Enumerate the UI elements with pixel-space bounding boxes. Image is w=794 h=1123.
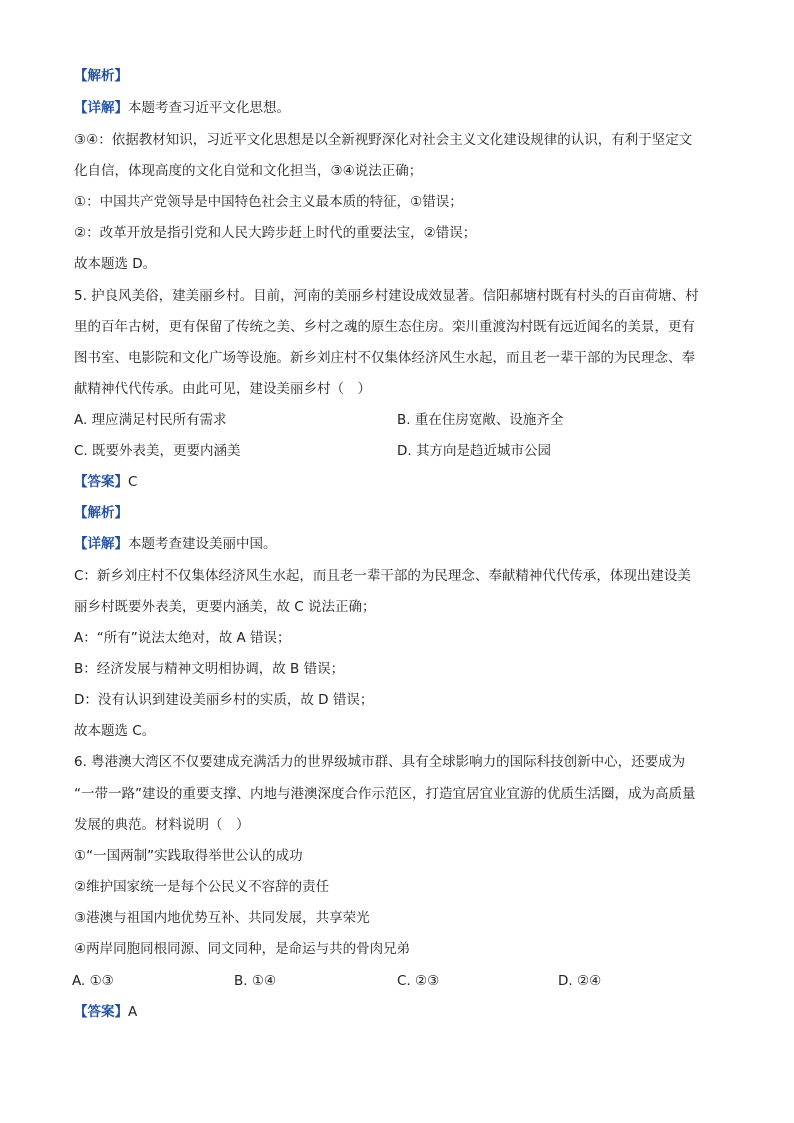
explanation-line: B：经济发展与精神文明相协调，故 B 错误； bbox=[74, 661, 345, 677]
question-5-stem: 图书室、电影院和文化广场等设施。新乡刘庄村不仅集体经济风生水起，而且老一辈干部的为民理念、奉 bbox=[74, 350, 695, 366]
question-5-stem: 里的百年古树，更有保留了传统之美、乡村之魂的原生态住房。栾川重渡沟村既有远近闻名的美景，更有 bbox=[74, 319, 695, 335]
question-6-option-c: C. ②③ bbox=[397, 973, 440, 989]
explanation-line: C：新乡刘庄村不仅集体经济风生水起，而且老一辈干部的为民理念、奉献精神代代传承，体现出建设美 bbox=[74, 568, 691, 584]
question-6-statement-3: ③港澳与祖国内地优势互补、共同发展，共享荣光 bbox=[74, 910, 370, 926]
paragraph-line: 化自信，体现高度的文化自觉和文化担当，③④说法正确； bbox=[74, 163, 423, 179]
paragraph-line: 故本题选 D。 bbox=[74, 256, 157, 272]
question-6-option-a: A. ①③ bbox=[72, 973, 114, 989]
detail-text: 本题考查建设美丽中国。 bbox=[128, 536, 277, 552]
answer-tag: 【答案】 bbox=[74, 474, 128, 490]
detail-tag: 【详解】 bbox=[74, 536, 128, 552]
question-6-statement-1: ①“一国两制”实践取得举世公认的成功 bbox=[74, 848, 303, 864]
answer-value: C bbox=[128, 474, 138, 490]
question-5-option-a: A. 理应满足村民所有需求 bbox=[74, 412, 227, 428]
answer-value: A bbox=[128, 1004, 138, 1020]
detail-text: 本题考查习近平文化思想。 bbox=[128, 100, 290, 116]
question-6-option-d: D. ②④ bbox=[558, 973, 602, 989]
question-6-stem: 6. 粤港澳大湾区不仅要建成充满活力的世界级城市群、具有全球影响力的国际科技创新中心，还要成为 bbox=[74, 754, 686, 770]
analysis-heading-q4 bbox=[74, 66, 128, 86]
detail-tag: 【详解】 bbox=[74, 100, 128, 116]
question-6-statement-4: ④两岸同胞同根同源、同文同种，是命运与共的骨肉兄弟 bbox=[74, 941, 411, 957]
detail-line-q4 bbox=[74, 98, 290, 118]
analysis-tag: 【解析】 bbox=[74, 68, 128, 84]
explanation-line: 丽乡村既要外表美，更要内涵美，故 C 说法正确； bbox=[74, 599, 376, 615]
answer-tag: 【答案】 bbox=[74, 1004, 128, 1020]
question-5-option-c: C. 既要外表美，更要内涵美 bbox=[74, 443, 241, 459]
analysis-heading-q5 bbox=[74, 503, 128, 523]
answer-line-q5 bbox=[74, 472, 137, 492]
question-6-stem: “一带一路”建设的重要支撑、内地与港澳深度合作示范区，打造宜居宜业宜游的优质生活圈，成为高质量 bbox=[74, 786, 696, 802]
question-5-stem: 献精神代代传承。由此可见，建设美丽乡村（ ） bbox=[74, 381, 371, 397]
question-5-option-b: B. 重在住房宽敞、设施齐全 bbox=[397, 412, 564, 428]
explanation-line: D：没有认识到建设美丽乡村的实质，故 D 错误； bbox=[74, 692, 374, 708]
question-6-stem: 发展的典范。材料说明（ ） bbox=[74, 817, 250, 833]
analysis-tag: 【解析】 bbox=[74, 505, 128, 521]
question-6-statement-2: ②维护国家统一是每个公民义不容辞的责任 bbox=[74, 879, 330, 895]
paragraph-line: ①：中国共产党领导是中国特色社会主义最本质的特征，①错误； bbox=[74, 194, 463, 210]
explanation-line: A：“所有”说法太绝对，故 A 错误； bbox=[74, 630, 291, 646]
question-5-stem: 5. 护良风美俗，建美丽乡村。目前，河南的美丽乡村建设成效显著。信阳郝塘村既有村头的百亩荷塘、村 bbox=[74, 288, 699, 304]
question-6-option-b: B. ①④ bbox=[234, 973, 277, 989]
paragraph-line: ②：改革开放是指引党和人民大跨步赶上时代的重要法宝，②错误； bbox=[74, 225, 477, 241]
detail-line-q5 bbox=[74, 534, 277, 554]
paragraph-line: ③④：依据教材知识，习近平文化思想是以全新视野深化对社会主义文化建设规律的认识，有利于坚定文 bbox=[74, 132, 693, 148]
explanation-line: 故本题选 C。 bbox=[74, 723, 156, 739]
question-5-option-d: D. 其方向是趋近城市公园 bbox=[397, 443, 551, 459]
answer-line-q6 bbox=[74, 1002, 137, 1022]
